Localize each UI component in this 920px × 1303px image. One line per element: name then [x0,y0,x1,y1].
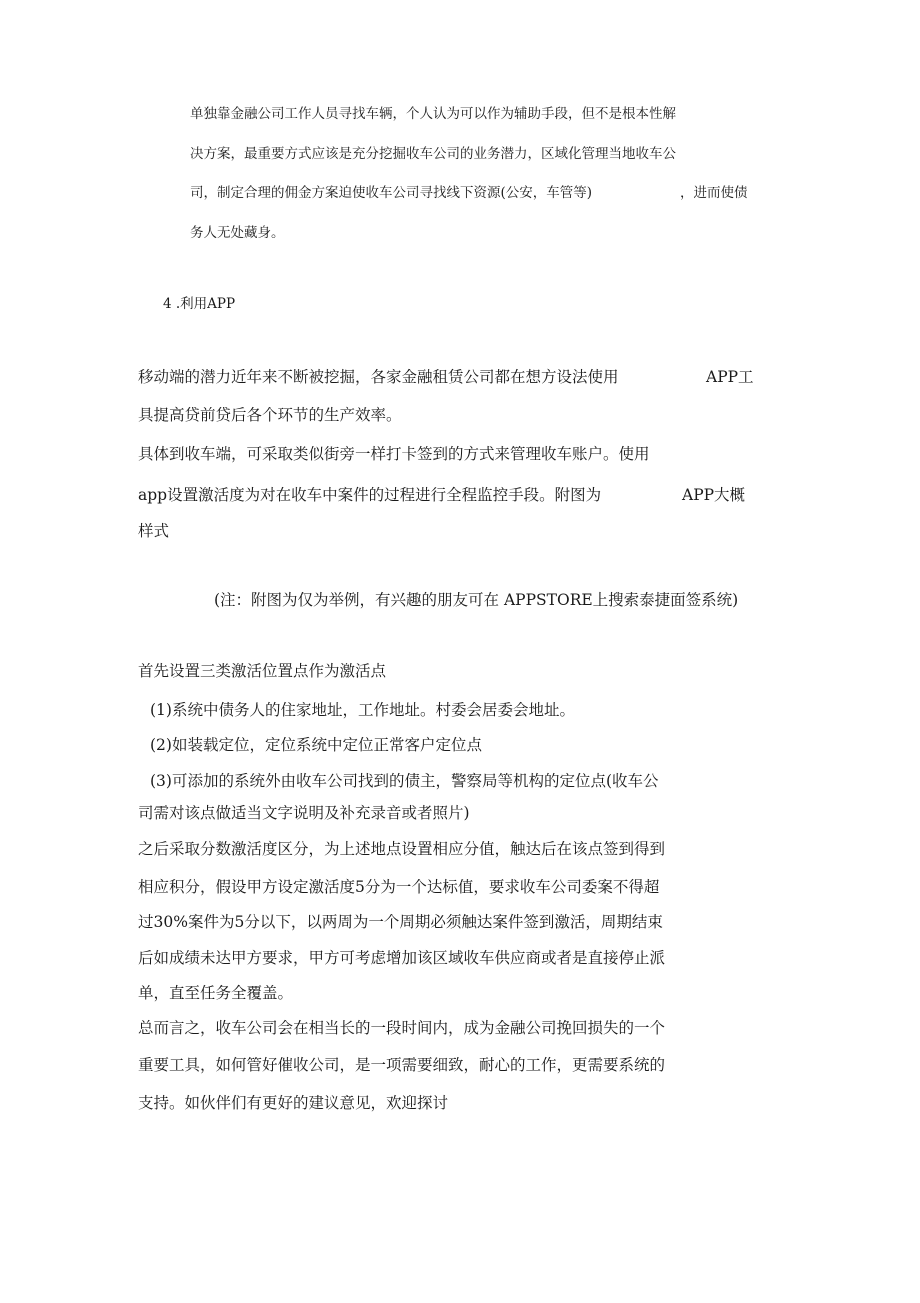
conclusion-line-3: 支持。如伙伴们有更好的建议意见，欢迎探讨 [138,1094,449,1112]
section-heading: 4 .利用APP [163,296,236,312]
conclusion-line-1: 总而言之，收车公司会在相当长的一段时间内，成为金融公司挽回损失的一个 [138,1019,666,1037]
activation-item-3a: (3)可添加的系统外由收车公司找到的债主，警察局等机构的定位点(收车公 [150,772,659,790]
app-paragraph-line-1b: APP工 [706,368,754,386]
activation-intro: 首先设置三类激活位置点作为激活点 [138,662,387,680]
app-paragraph-line-4b: APP大概 [682,486,746,504]
app-paragraph-line-4a: app设置激活度为对在收车中案件的过程进行全程监控手段。附图为 [138,486,602,504]
top-paragraph-line-4: 务人无处藏身。 [190,225,285,241]
app-paragraph-line-5: 样式 [138,522,170,540]
activation-item-1: (1)系统中债务人的住家地址，工作地址。村委会居委会地址。 [150,701,575,719]
scoring-line-4: 后如成绩未达甲方要求，甲方可考虑增加该区域收车供应商或者是直接停止派 [138,949,666,967]
scoring-line-2: 相应积分，假设甲方设定激活度5分为一个达标值，要求收车公司委案不得超 [138,878,660,896]
app-paragraph-line-3: 具体到收车端，可采取类似街旁一样打卡签到的方式来管理收车账户。使用 [138,445,650,463]
top-paragraph-line-3b: ，进而使债 [680,185,748,201]
scoring-line-1: 之后采取分数激活度区分，为上述地点设置相应分值，触达后在该点签到得到 [138,840,666,858]
figure-note: (注：附图为仅为举例，有兴趣的朋友可在 APPSTORE上搜索泰捷面签系统) [214,591,739,609]
app-paragraph-line-1a: 移动端的潜力近年来不断被挖掘，各家金融租赁公司都在想方设法使用 [138,368,619,386]
top-paragraph-line-1: 单独靠金融公司工作人员寻找车辆，个人认为可以作为辅助手段，但不是根本性解 [190,106,676,122]
app-paragraph-line-2: 具提高贷前贷后各个环节的生产效率。 [138,406,402,424]
conclusion-line-2: 重要工具，如何管好催收公司，是一项需要细致，耐心的工作，更需要系统的 [138,1056,666,1074]
activation-item-2: (2)如装载定位，定位系统中定位正常客户定位点 [150,736,482,754]
scoring-line-3: 过30%案件为5分以下，以两周为一个周期必须触达案件签到激活，周期结束 [138,913,663,931]
top-paragraph-line-2: 决方案，最重要方式应该是充分挖掘收车公司的业务潜力，区域化管理当地收车公 [190,146,676,162]
top-paragraph-line-3a: 司，制定合理的佣金方案迫使收车公司寻找线下资源(公安，车管等) [190,185,593,201]
scoring-line-5: 单，直至任务全覆盖。 [138,984,294,1002]
activation-item-3b: 司需对该点做适当文字说明及补充录音或者照片) [138,804,470,822]
